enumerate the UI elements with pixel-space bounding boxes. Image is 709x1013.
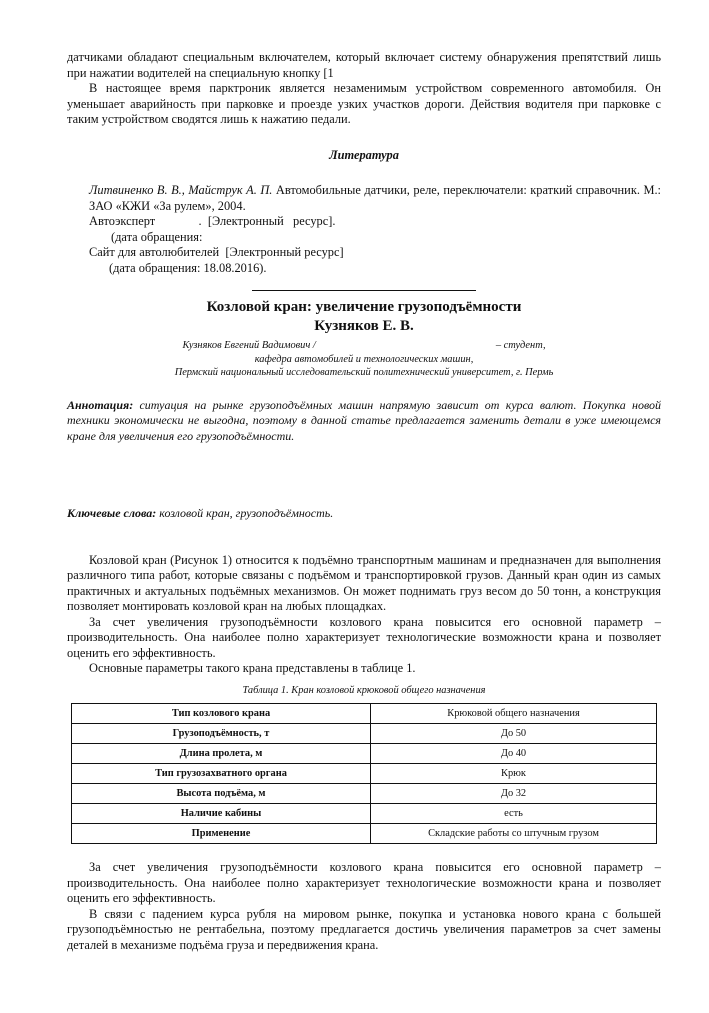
keywords-label: Ключевые слова: xyxy=(67,506,157,520)
literature-title: Литература xyxy=(329,147,399,162)
closing-paragraph-2: В связи с падением курса рубля на мировом рынке, покупка и установка нового крана с большей грузоподъёмностью не рентабельна, поэтому предлагается достичь увеличения параметров за счет замены деталей в механизме подъёма груза и передвижения крана. xyxy=(67,906,661,952)
article-title: Козловой кран: увеличение грузоподъёмности xyxy=(206,299,522,315)
table-key: Применение xyxy=(72,824,371,844)
table-value: Складские работы со штучным грузом xyxy=(371,824,657,844)
reference-3-date: (дата обращения: 18.08.2016). xyxy=(109,260,267,275)
body-paragraph-1: Козловой кран (Рисунок 1) относится к подъёмно транспортным машинам и предназначен для выполнения различного типа работ, которые связаны с подъёмом и транспортировкой грузов. Данный кран один из самых практичных и актуальных подъёмных механизмов. Он может поднимать груз весом до 50 тонн, а конструкция позволяет монтировать козловой кран на любых площадках. xyxy=(67,552,661,613)
table-row xyxy=(72,764,657,784)
closing-paragraph-1: За счет увеличения грузоподъёмности козлового крана повысится его основной параметр – производительность. Она наиболее полно характеризует технологические возможности крана и позволяет оценить его эффективность. xyxy=(67,860,661,905)
table-key: Длина пролета, м xyxy=(72,744,371,764)
affiliation-line-2: кафедра автомобилей и технологических машин, xyxy=(254,353,474,365)
table-key: Тип козлового крана xyxy=(72,704,371,724)
author-role: – студент, xyxy=(495,340,546,351)
keywords xyxy=(67,506,661,522)
table-value: Крюк xyxy=(371,764,657,784)
affiliation-line-1 xyxy=(67,339,661,353)
table-key: Грузоподъёмность, т xyxy=(72,724,371,744)
intro-paragraph-1: датчиками обладают специальным включателем, который включает систему обнаружения препятствий лишь при нажатии водителей на специальную кнопку [1 xyxy=(67,50,661,80)
table-value: есть xyxy=(371,804,657,824)
table-key: Тип грузозахватного органа xyxy=(72,764,371,784)
table-row xyxy=(72,724,657,744)
reference-2-date: (дата обращения: xyxy=(111,229,203,244)
reference-3: Сайт для автолюбителей [Электронный ресурс] xyxy=(89,245,344,259)
table-key: Наличие кабины xyxy=(72,804,371,824)
reference-2: Автоэксперт . [Электронный ресурс]. xyxy=(89,214,336,228)
table-row xyxy=(72,704,657,724)
body-paragraph-3: Основные параметры такого крана представлены в таблице 1. xyxy=(89,661,416,675)
table-value: До 40 xyxy=(371,744,657,764)
table-row xyxy=(72,744,657,764)
reference-1-authors: Литвиненко В. В., Майструк А. П. xyxy=(89,183,273,197)
table-value: До 50 xyxy=(371,724,657,744)
body-paragraph-2: За счет увеличения грузоподъёмности козлового крана повысится его основной параметр – производительность. Она наиболее полно характеризует технологические возможности крана и позволяет оценить его эффективность. xyxy=(67,614,661,660)
table-caption: Таблица 1. Кран козловой крюковой общего назначения xyxy=(242,684,486,696)
reference-1 xyxy=(89,183,661,214)
annotation-text: ситуация на рынке грузоподъёмных машин напрямую зависит от курса валют. Покупка новой техники экономически не выгодна, поэтому в данной статье предлагается заменить детали в уже имеющемся кране для увеличения его грузоподъёмности. xyxy=(67,397,661,443)
table-key: Высота подъёма, м xyxy=(72,784,371,804)
table-value: Крюковой общего назначения xyxy=(371,704,657,724)
page xyxy=(67,0,661,953)
table-value: До 32 xyxy=(371,784,657,804)
table-row xyxy=(72,824,657,844)
keywords-text: козловой кран, грузоподъёмность. xyxy=(156,506,334,520)
annotation-label: Аннотация: xyxy=(67,397,134,412)
table-row xyxy=(72,784,657,804)
parameters-table xyxy=(71,703,657,844)
table-row xyxy=(72,804,657,824)
author-name: Кузняков Евгений Вадимович / xyxy=(182,340,316,351)
intro-paragraph-2: В настоящее время парктроник является незаменимым устройством современного автомобиля. Он уменьшает аварийность при парковке и проезде узких участков дороги. Действия водителя при парковке с таким устройством сводятся лишь к нажатию педали. xyxy=(67,81,661,126)
annotation xyxy=(67,398,661,445)
reference-list xyxy=(89,183,661,276)
reference-1-text: Автомобильные датчики, реле, переключатели: краткий справочник. М.: ЗАО «КЖИ «За рулем», 2004. xyxy=(89,183,661,213)
article-author: Кузняков Е. В. xyxy=(314,318,414,334)
affiliation-line-3: Пермский национальный исследовательский политехнический университет, г. Пермь xyxy=(174,367,554,378)
